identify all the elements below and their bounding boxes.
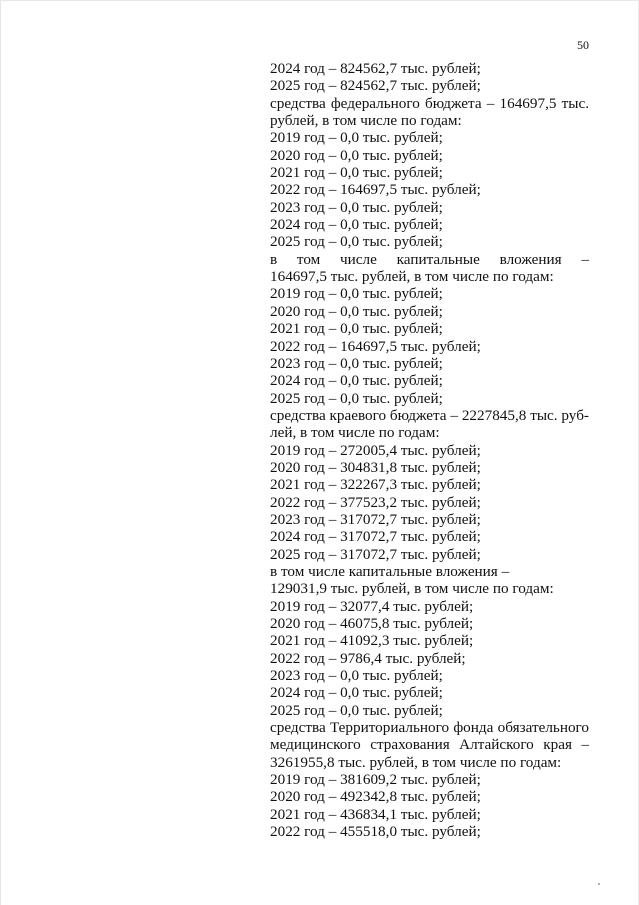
scan-speck bbox=[598, 883, 600, 885]
text-line: лей, в том числе по годам: bbox=[270, 424, 440, 442]
text-line: 2022 год – 164697,5 тыс. рублей; bbox=[270, 181, 481, 199]
text-line: 2024 год – 317072,7 тыс. рублей; bbox=[270, 528, 481, 546]
text-line: 2025 год – 0,0 тыс. рублей; bbox=[270, 701, 443, 719]
text-line: 2021 год – 322267,3 тыс. рублей; bbox=[270, 476, 481, 494]
text-line: 2020 год – 0,0 тыс. рублей; bbox=[270, 146, 443, 164]
text-line: в том числе капитальные вложения – bbox=[270, 250, 589, 268]
scan-edge-left bbox=[0, 0, 1, 905]
text-column bbox=[270, 60, 589, 840]
text-line: 2021 год – 0,0 тыс. рублей; bbox=[270, 164, 443, 182]
text-line: 2019 год – 381609,2 тыс. рублей; bbox=[270, 771, 481, 789]
text-line: 2023 год – 0,0 тыс. рублей; bbox=[270, 667, 443, 685]
text-line: 2024 год – 824562,7 тыс. рублей; bbox=[270, 60, 481, 77]
text-line: 3261955,8 тыс. рублей, в том числе по годам: bbox=[270, 753, 562, 771]
text-line: 2023 год – 0,0 тыс. рублей; bbox=[270, 198, 443, 216]
text-line: 2024 год – 0,0 тыс. рублей; bbox=[270, 216, 443, 234]
text-line: 2020 год – 0,0 тыс. рублей; bbox=[270, 302, 443, 320]
text-line: 2023 год – 317072,7 тыс. рублей; bbox=[270, 510, 481, 528]
text-line: средства федерального бюджета – 164697,5 тыс. bbox=[270, 94, 589, 112]
text-line: 2020 год – 304831,8 тыс. рублей; bbox=[270, 458, 481, 476]
text-line: в том числе капитальные вложения – bbox=[270, 562, 510, 580]
text-line: 2022 год – 9786,4 тыс. рублей; bbox=[270, 649, 466, 667]
text-line: 2025 год – 0,0 тыс. рублей; bbox=[270, 389, 443, 407]
text-line: 2021 год – 0,0 тыс. рублей; bbox=[270, 320, 443, 338]
text-line: средства Территориального фонда обязательного bbox=[270, 719, 589, 737]
text-line: 129031,9 тыс. рублей, в том числе по годам: bbox=[270, 580, 554, 598]
text-line: 2019 год – 0,0 тыс. рублей; bbox=[270, 129, 443, 147]
text-line: 2023 год – 0,0 тыс. рублей; bbox=[270, 354, 443, 372]
text-line: 2019 год – 0,0 тыс. рублей; bbox=[270, 285, 443, 303]
text-line: 2019 год – 32077,4 тыс. рублей; bbox=[270, 597, 474, 615]
text-line: 2020 год – 492342,8 тыс. рублей; bbox=[270, 788, 481, 806]
page-number: 50 bbox=[577, 38, 589, 52]
text-line: 2020 год – 46075,8 тыс. рублей; bbox=[270, 615, 474, 632]
text-line: 2022 год – 164697,5 тыс. рублей; bbox=[270, 337, 481, 355]
text-line: 2024 год – 0,0 тыс. рублей; bbox=[270, 684, 443, 702]
text-line: 2019 год – 272005,4 тыс. рублей; bbox=[270, 441, 481, 459]
text-line: 2025 год – 824562,7 тыс. рублей; bbox=[270, 77, 481, 95]
text-line: 2021 год – 436834,1 тыс. рублей; bbox=[270, 805, 481, 823]
text-line: средства краевого бюджета – 2227845,8 тыс. руб- bbox=[270, 406, 589, 424]
text-line: 2025 год – 0,0 тыс. рублей; bbox=[270, 233, 443, 251]
text-line: 2022 год – 455518,0 тыс. рублей; bbox=[270, 823, 481, 841]
text-line: 2021 год – 41092,3 тыс. рублей; bbox=[270, 632, 474, 650]
text-line: 2025 год – 317072,7 тыс. рублей; bbox=[270, 545, 481, 563]
text-line: медицинского страхования Алтайского края – bbox=[270, 736, 589, 754]
text-line: рублей, в том числе по годам: bbox=[270, 112, 462, 130]
text-line: 164697,5 тыс. рублей, в том числе по годам: bbox=[270, 268, 554, 286]
scan-edge-top bbox=[0, 0, 639, 1]
text-line: 2024 год – 0,0 тыс. рублей; bbox=[270, 372, 443, 390]
text-line: 2022 год – 377523,2 тыс. рублей; bbox=[270, 493, 481, 511]
